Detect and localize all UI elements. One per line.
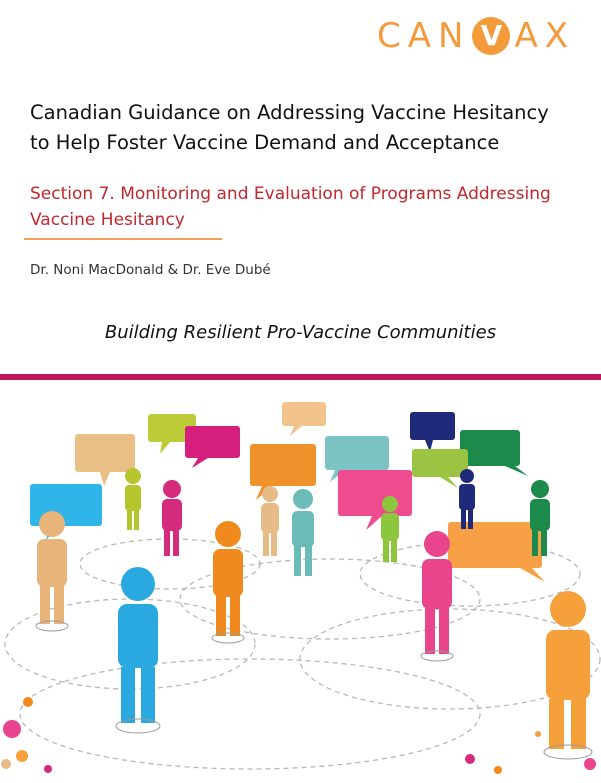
tagline: Building Resilient Pro-Vaccine Communities: [104, 322, 497, 343]
logo-v-circle: V: [472, 17, 510, 55]
divider-band: [0, 374, 601, 380]
document-title: [30, 98, 590, 158]
section-heading: [30, 181, 590, 233]
social-network-people-speech-bubbles-icon: [0, 384, 601, 783]
section-line-1: Section 7. Monitoring and Evaluation of Programs Addressing: [30, 184, 551, 204]
section-line-2: Vaccine Hesitancy: [30, 210, 185, 230]
title-line-1: Canadian Guidance on Addressing Vaccine Hesitancy: [30, 101, 549, 124]
logo-text: CAN V AX: [377, 16, 575, 56]
title-line-2: to Help Foster Vaccine Demand and Acceptance: [30, 131, 500, 154]
canvax-logo: [377, 14, 591, 58]
section-underline: [24, 238, 222, 240]
authors: Dr. Noni MacDonald & Dr. Eve Dubé: [30, 262, 271, 278]
